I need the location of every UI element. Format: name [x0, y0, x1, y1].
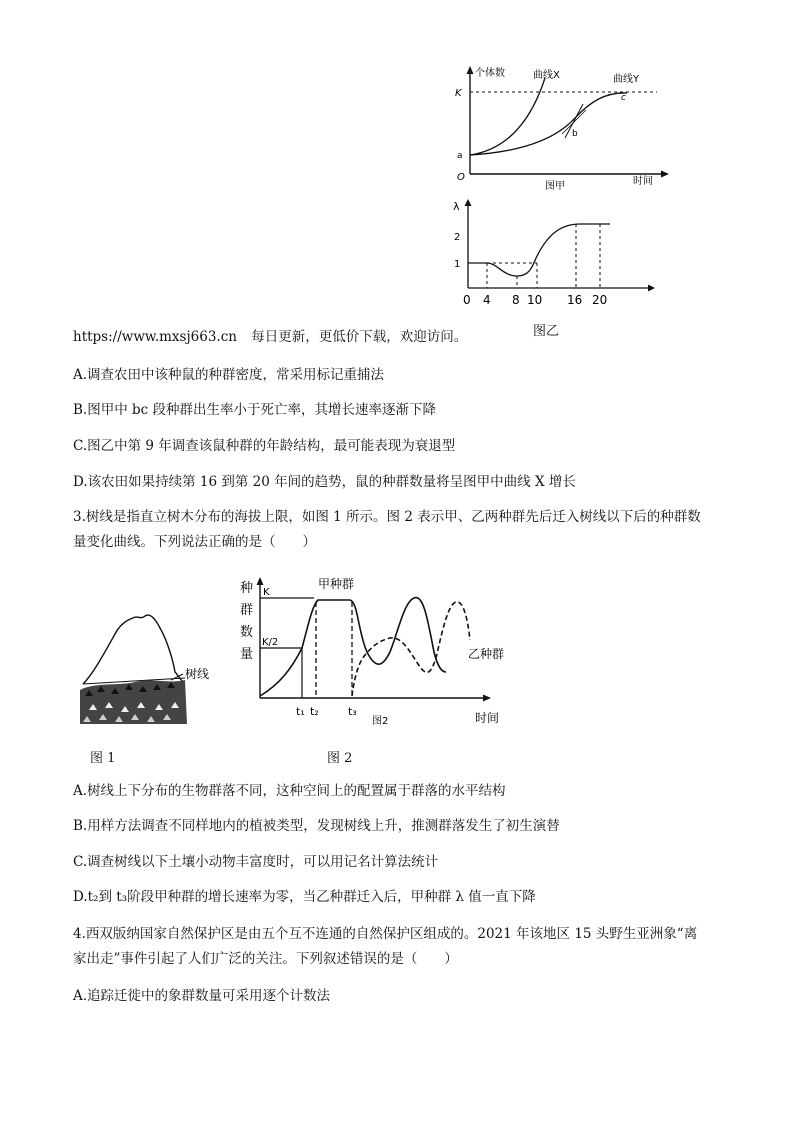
watermark-line — [73, 328, 467, 346]
jia-curve — [260, 598, 446, 696]
q3-option-b: B.用样方法调查不同样地内的植被类型，发现树线上升，推测群落发生了初生演替 — [73, 818, 560, 834]
yi-label: 乙种群 — [468, 647, 505, 661]
q2-option-b: B.图甲中 bc 段种群出生率小于死亡率，其增长速率逐渐下降 — [73, 402, 436, 418]
watermark-notice: 每日更新，更低价下载，欢迎访问。 — [251, 329, 468, 345]
yi-curve — [352, 602, 470, 696]
c-label: c — [621, 93, 626, 103]
q3-stem-line1: 3.树线是指直立树木分布的海拔上限，如图 1 所示。图 2 表示甲、乙两种群先后迁入树线以下后的种群数 — [73, 509, 701, 525]
x-tick-0: 0 — [463, 293, 471, 307]
q4-stem-line2: 家出走”事件引起了人们广泛的关注。下列叙述错误的是（ ） — [73, 951, 458, 967]
k-label: K — [263, 587, 270, 598]
t3-label: t₃ — [348, 705, 357, 718]
curve-y — [470, 93, 627, 155]
lambda-curve — [468, 224, 610, 276]
q3-stem-line2: 量变化曲线。下列说法正确的是（ ） — [73, 534, 316, 550]
k2-label: K/2 — [262, 637, 279, 648]
x-tick-4: 4 — [483, 293, 491, 307]
x-axis-label: 时间 — [475, 711, 500, 725]
curve-x-label: 曲线X — [533, 70, 560, 81]
x-axis-label: 时间 — [633, 176, 653, 187]
q2-option-a: A.调查农田中该种鼠的种群密度，常采用标记重捕法 — [73, 367, 385, 383]
fig2-caption: 图 2 — [327, 751, 353, 766]
inner-caption: 图2 — [372, 716, 389, 727]
fig1-caption: 图 1 — [90, 751, 116, 766]
figure-2-population — [232, 572, 532, 732]
k-label: K — [455, 88, 462, 99]
figure-yi — [445, 196, 665, 314]
y-label-char-1: 种 — [240, 581, 254, 596]
q4-stem-line1: 4.西双版纳国家自然保护区是由五个互不连通的自然保护区组成的。2021 年该地区 15 头野生亚洲象“离 — [73, 926, 698, 942]
jia-label: 甲种群 — [318, 577, 355, 591]
y-tick-2: 2 — [454, 232, 461, 243]
x-tick-16: 16 — [567, 293, 583, 307]
y-label-char-4: 量 — [240, 647, 254, 662]
x-tick-8: 8 — [512, 293, 520, 307]
t2-label: t₂ — [310, 705, 319, 718]
y-label-char-2: 群 — [240, 603, 254, 618]
caption-jia: 图甲 — [545, 181, 565, 192]
x-tick-10: 10 — [527, 293, 543, 307]
q4-option-a: A.追踪迁徙中的象群数量可采用逐个计数法 — [73, 988, 331, 1004]
b-label: b — [572, 129, 578, 139]
figure-jia — [445, 62, 675, 194]
q3-option-d: D.t₂到 t₃阶段甲种群的增长速率为零，当乙种群迁入后，甲种群 λ 值一直下降 — [73, 889, 536, 905]
y-axis-label: 个体数 — [475, 68, 505, 79]
q3-option-a: A.树线上下分布的生物群落不同，这种空间上的配置属于群落的水平结构 — [73, 783, 506, 799]
q3-option-c: C.调查树线以下土壤小动物丰富度时，可以用记名计算法统计 — [73, 854, 439, 870]
watermark-url[interactable]: https://www.mxsj663.cn — [73, 329, 237, 345]
q2-option-d: D.该农田如果持续第 16 到第 20 年间的趋势，鼠的种群数量将呈图甲中曲线 X 增长 — [73, 474, 576, 490]
figure-1-treeline — [75, 612, 225, 727]
a-label: a — [457, 151, 463, 161]
y-label-char-3: 数 — [240, 625, 254, 640]
y-tick-1: 1 — [454, 259, 461, 270]
x-tick-20: 20 — [592, 293, 608, 307]
caption-yi: 图乙 — [533, 324, 560, 339]
y-axis-label: λ — [453, 200, 460, 213]
q2-option-c: C.图乙中第 9 年调查该鼠种群的年龄结构，最可能表现为衰退型 — [73, 438, 456, 454]
origin-label: O — [457, 172, 465, 183]
treeline-label: 树线 — [185, 667, 210, 681]
curve-y-label: 曲线Y — [613, 74, 640, 85]
t1-label: t₁ — [296, 705, 305, 718]
